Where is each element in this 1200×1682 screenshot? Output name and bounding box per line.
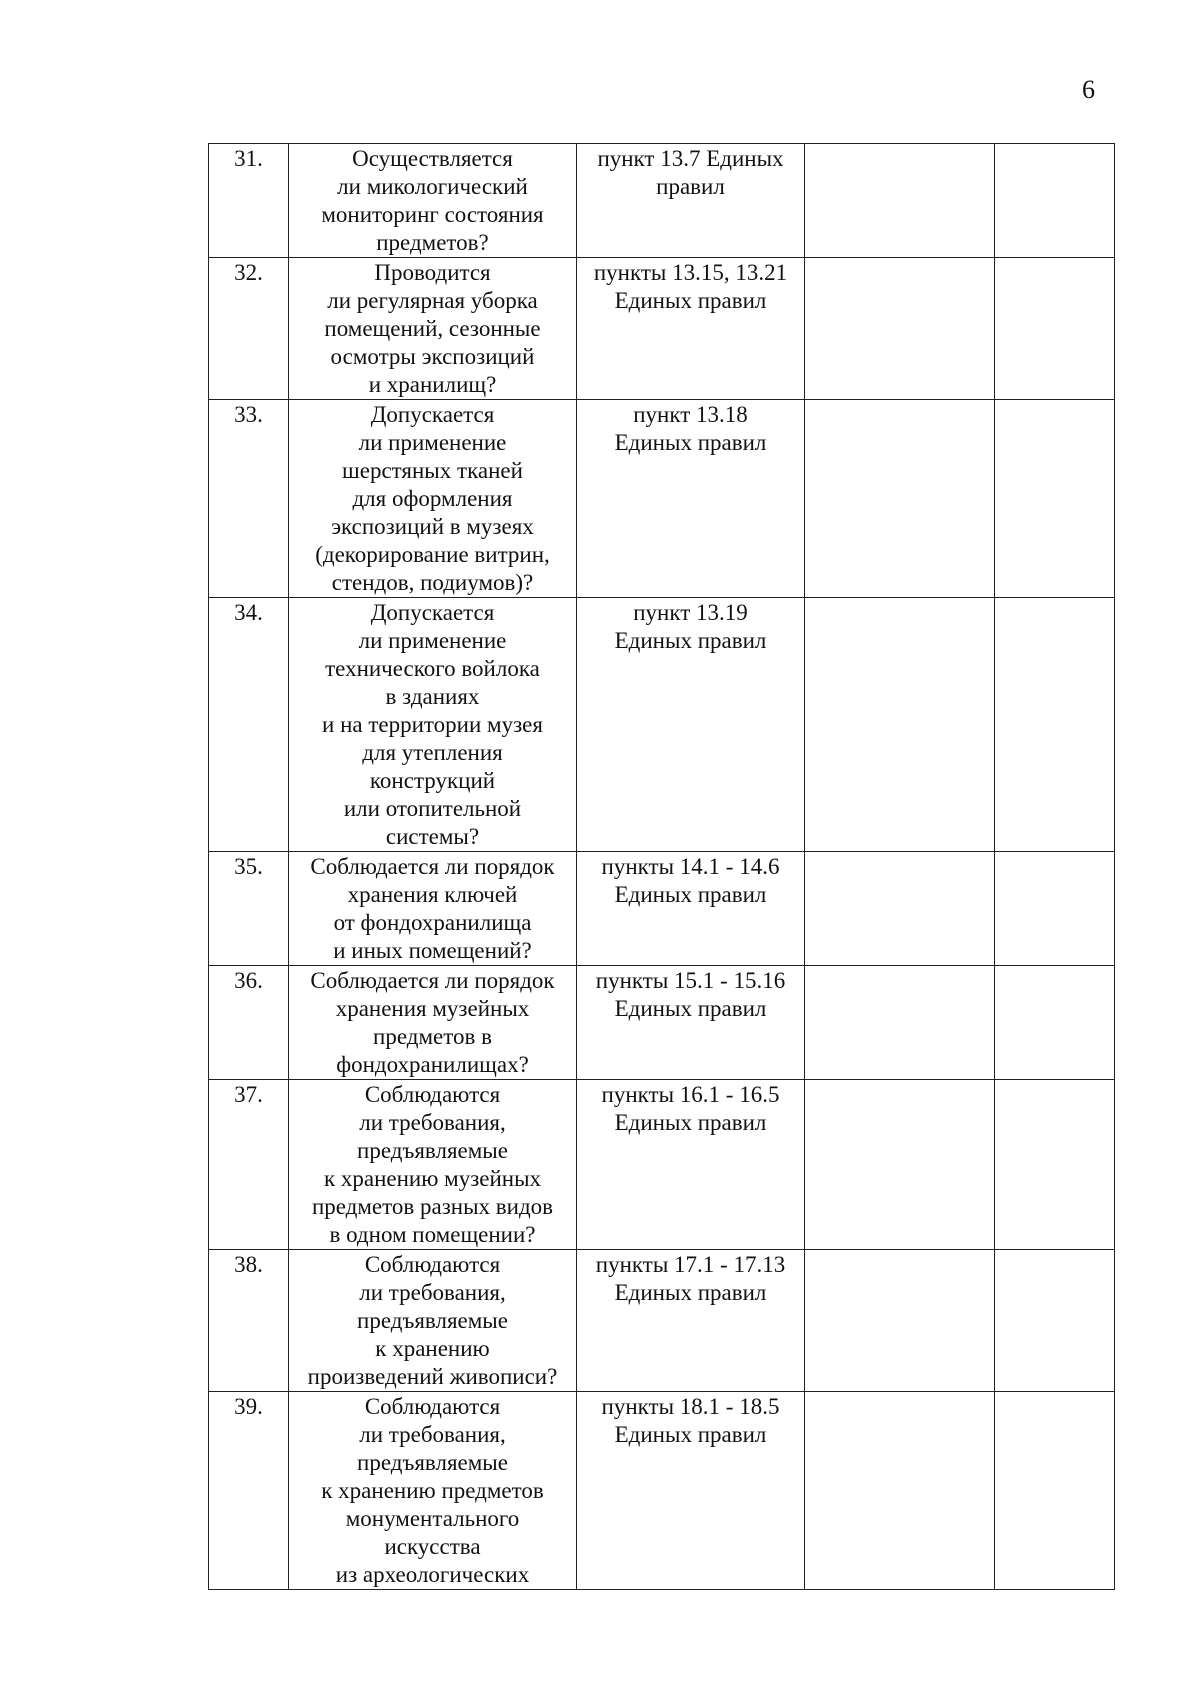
question-line: конструкций [369,768,496,793]
answer-cell [805,258,995,400]
reference-line: Единых правил [614,1422,767,1447]
reference-line: Единых правил [614,996,767,1021]
question-line: и хранилищ? [368,372,497,397]
question-line: предъявляемые [357,1450,508,1475]
question-line: ли применение [358,430,507,455]
question-line: Соблюдается ли порядок [310,854,555,879]
page-number: 6 [1082,75,1095,104]
answer-cell [805,598,995,852]
note-cell [995,400,1115,598]
row-number: 35. [209,852,289,966]
question-line: хранения музейных [335,996,530,1021]
row-number: 38. [209,1250,289,1392]
question-line: к хранению [375,1336,490,1361]
note-cell [995,1080,1115,1250]
answer-cell [805,1250,995,1392]
answer-cell [805,1392,995,1590]
question-line: Проводится [374,260,491,285]
row-number: 32. [209,258,289,400]
question-line: произведений живописи? [307,1364,558,1389]
reference-line: Единых правил [614,882,767,907]
table-row [209,400,1115,598]
question-line: фондохранилищах? [336,1052,529,1077]
question-line: для оформления [352,486,513,511]
question-line: из археологических [335,1562,530,1587]
checklist-table [208,143,1115,1590]
note-cell [995,144,1115,258]
question-line: предъявляемые [357,1138,508,1163]
row-number: 33. [209,400,289,598]
question-cell [289,598,577,852]
question-line: помещений, сезонные [324,316,541,341]
reference-line: Единых правил [614,288,767,313]
table-row [209,1392,1115,1590]
question-line: Соблюдается ли порядок [310,968,555,993]
question-line: и на территории музея [322,712,543,737]
question-line: технического войлока [325,656,540,681]
table-row [209,1250,1115,1392]
answer-cell [805,400,995,598]
row-number: 37. [209,1080,289,1250]
question-line: Соблюдаются [364,1252,501,1277]
note-cell [995,1392,1115,1590]
question-line: системы? [385,824,480,849]
question-cell [289,258,577,400]
reference-line: Единых правил [614,1110,767,1135]
note-cell [995,598,1115,852]
question-line: или отопительной [343,796,522,821]
reference-cell [577,1392,805,1590]
answer-cell [805,1080,995,1250]
reference-line: пункт 13.7 Единых [597,146,784,171]
question-line: Допускается [370,402,495,427]
answer-cell [805,144,995,258]
reference-line: пункты 18.1 - 18.5 [601,1394,780,1419]
question-line: Соблюдаются [364,1394,501,1419]
reference-cell [577,598,805,852]
question-line: Допускается [370,600,495,625]
reference-line: пункты 13.15, 13.21 [593,260,788,285]
reference-cell [577,1080,805,1250]
question-line: от фондохранилища [333,910,532,935]
question-line: хранения ключей [347,882,518,907]
question-cell [289,966,577,1080]
question-cell [289,852,577,966]
question-cell [289,144,577,258]
note-cell [995,1250,1115,1392]
note-cell [995,258,1115,400]
question-line: к хранению музейных [323,1166,542,1191]
note-cell [995,966,1115,1080]
question-line: Осуществляется [352,146,513,171]
table-row [209,598,1115,852]
row-number: 34. [209,598,289,852]
question-line: ли микологический [337,174,528,199]
reference-line: пункты 14.1 - 14.6 [601,854,780,879]
reference-cell [577,1250,805,1392]
reference-line: пункт 13.18 [633,402,748,427]
row-number: 39. [209,1392,289,1590]
reference-cell [577,852,805,966]
question-line: шерстяных тканей [342,458,523,483]
question-cell [289,1080,577,1250]
question-line: предметов? [376,230,489,255]
row-number: 36. [209,966,289,1080]
question-line: (декорирование витрин, [315,542,550,567]
question-line: ли применение [358,628,507,653]
question-line: мониторинг состояния [321,202,544,227]
reference-line: пункты 15.1 - 15.16 [595,968,786,993]
reference-line: пункты 16.1 - 16.5 [601,1082,780,1107]
question-line: осмотры экспозиций [330,344,535,369]
reference-cell [577,258,805,400]
table-row [209,258,1115,400]
reference-cell [577,400,805,598]
question-line: предметов в [373,1024,492,1049]
table-row [209,144,1115,258]
question-line: в зданиях [385,684,480,709]
question-line: к хранению предметов [321,1478,544,1503]
question-line: ли требования, [359,1422,506,1447]
reference-line: Единых правил [614,1280,767,1305]
row-number: 31. [209,144,289,258]
question-cell [289,1250,577,1392]
table-row [209,966,1115,1080]
reference-line: пункты 17.1 - 17.13 [595,1252,786,1277]
question-cell [289,400,577,598]
reference-line: Единых правил [614,628,767,653]
question-line: ли требования, [359,1280,506,1305]
question-line: ли регулярная уборка [327,288,538,313]
question-line: искусства [384,1534,481,1559]
reference-cell [577,966,805,1080]
question-line: и иных помещений? [333,938,532,963]
reference-line: пункт 13.19 [633,600,748,625]
question-line: Соблюдаются [364,1082,501,1107]
table-row [209,852,1115,966]
table-row [209,1080,1115,1250]
reference-line: Единых правил [614,430,767,455]
question-line: ли требования, [359,1110,506,1135]
question-line: предметов разных видов [311,1194,554,1219]
answer-cell [805,966,995,1080]
reference-line: правил [656,174,725,199]
question-cell [289,1392,577,1590]
answer-cell [805,852,995,966]
checklist-body [209,144,1115,1590]
question-line: экспозиций в музеях [331,514,534,539]
question-line: предъявляемые [357,1308,508,1333]
note-cell [995,852,1115,966]
question-line: стендов, подиумов)? [331,570,534,595]
question-line: для утепления [362,740,503,765]
question-line: в одном помещении? [329,1222,536,1247]
question-line: монументального [345,1506,520,1531]
reference-cell [577,144,805,258]
